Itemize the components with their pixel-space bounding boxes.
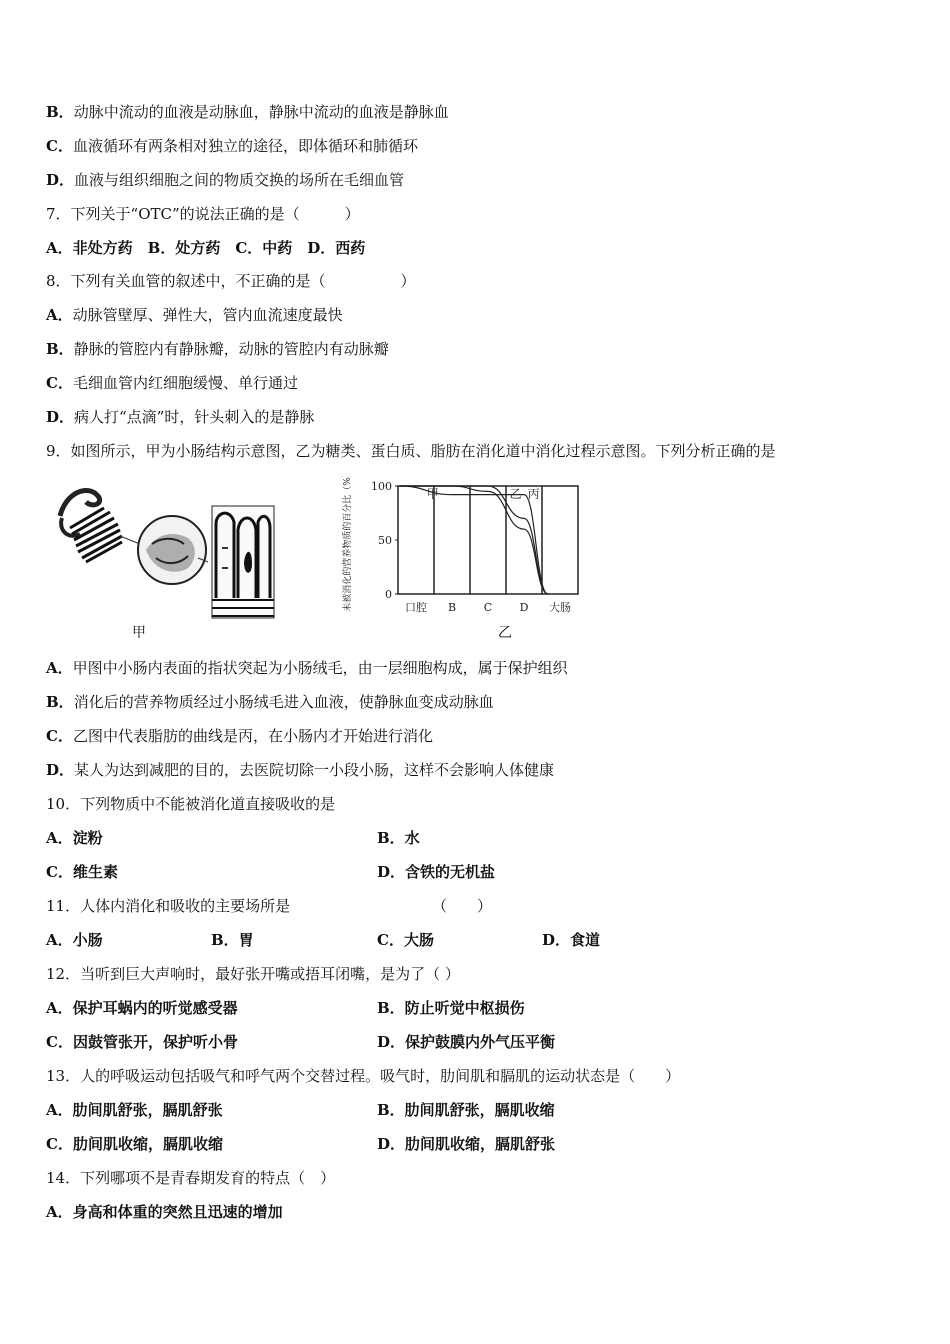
q10-option-a: A．淀粉	[46, 829, 103, 847]
q9-option-d: D．某人为达到减肥的目的，去医院切除一小段小肠，这样不会影响人体健康	[46, 761, 555, 779]
q14-option-a: A．身高和体重的突然且迅速的增加	[46, 1203, 283, 1221]
q12-option-c: C．因鼓管张开，保护听小骨	[46, 1033, 238, 1051]
series-line-3	[400, 486, 548, 594]
q14-stem: 14．下列哪项不是青春期发育的特点（ ）	[46, 1169, 336, 1187]
q8-stem: 8．下列有关血管的叙述中，不正确的是（ ）	[46, 272, 416, 290]
q9-option-a: A．甲图中小肠内表面的指状突起为小肠绒毛，由一层细胞构成，属于保护组织	[46, 659, 568, 677]
q13-option-c: C．肋间肌收缩，膈肌收缩	[46, 1135, 223, 1153]
q7-options: A．非处方药 B．处方药 C．中药 D．西药	[46, 239, 366, 257]
y-tick-label: 0	[385, 588, 392, 601]
q11-paren: （ ）	[432, 897, 493, 915]
figure-jia	[48, 478, 288, 646]
q6-option-b: B．动脉中流动的血液是动脉血，静脉中流动的血液是静脉血	[46, 103, 449, 121]
q12-stem: 12．当听到巨大声响时，最好张开嘴或捂耳闭嘴，是为了（ ）	[46, 965, 460, 983]
q11-option-a: A．小肠	[46, 931, 103, 949]
figure-yi	[330, 476, 600, 646]
chart-frame	[398, 486, 578, 594]
q9-option-b: B．消化后的营养物质经过小肠绒毛进入血液，使静脉血变成动脉血	[46, 693, 494, 711]
q7-stem: 7．下列关于“OTC”的说法正确的是（ ）	[46, 205, 360, 223]
q12-option-b: B．防止听觉中枢损伤	[377, 999, 525, 1017]
q11-option-c: C．大肠	[377, 931, 434, 949]
x-category-label: C	[483, 601, 493, 614]
q11-option-d: D．食道	[542, 931, 601, 949]
q8-option-c: C．毛细血管内红细胞缓慢、单行通过	[46, 374, 298, 392]
q12-option-d: D．保护鼓膜内外气压平衡	[377, 1033, 556, 1051]
q10-stem: 10．下列物质中不能被消化道直接吸收的是	[46, 795, 336, 813]
q6-option-d: D．血液与组织细胞之间的物质交换的场所在毛细血管	[46, 171, 405, 189]
y-tick-label: 100	[371, 480, 392, 493]
q11-stem: 11．人体内消化和吸收的主要场所是	[46, 897, 291, 915]
small-intestine-illustration	[48, 478, 288, 624]
y-tick-label: 50	[378, 534, 392, 547]
q8-option-d: D．病人打“点滴”时，针头刺入的是静脉	[46, 408, 315, 426]
q9-option-c: C．乙图中代表脂肪的曲线是丙，在小肠内才开始进行消化	[46, 727, 433, 745]
q13-option-a: A．肋间肌舒张，膈肌舒张	[46, 1101, 223, 1119]
q13-stem: 13．人的呼吸运动包括吸气和呼气两个交替过程。吸气时，肋间肌和膈肌的运动状态是（ ）	[46, 1067, 681, 1085]
series-label: 丙	[527, 487, 540, 501]
q6-option-c: C．血液循环有两条相对独立的途径，即体循环和肺循环	[46, 137, 418, 155]
q8-option-a: A．动脉管壁厚、弹性大，管内血流速度最快	[46, 306, 343, 324]
x-category-label: 大肠	[549, 601, 571, 614]
x-category-label: 口腔	[405, 601, 427, 614]
x-category-label: D	[519, 601, 529, 614]
series-label: 甲	[426, 487, 439, 501]
q11-option-b: B．胃	[211, 931, 254, 949]
q10-option-c: C．维生素	[46, 863, 118, 881]
q8-option-b: B．静脉的管腔内有静脉瓣，动脉的管腔内有动脉瓣	[46, 340, 389, 358]
x-category-label: B	[447, 601, 457, 614]
series-line-1	[400, 486, 548, 594]
q10-option-b: B．水	[377, 829, 420, 847]
y-axis-label: 未被消化的营养物质的百分比（%）	[343, 476, 353, 612]
q12-option-a: A．保护耳蜗内的听觉感受器	[46, 999, 238, 1017]
q9-stem: 9．如图所示，甲为小肠结构示意图，乙为糖类、蛋白质、脂肪在消化道中消化过程示意图。下列分析正确的是	[46, 442, 776, 460]
series-label: 乙	[509, 487, 522, 501]
digestion-chart	[330, 476, 600, 618]
q13-option-b: B．肋间肌舒张，膈肌收缩	[377, 1101, 555, 1119]
q10-option-d: D．含铁的无机盐	[377, 863, 496, 881]
q13-option-d: D．肋间肌收缩，膈肌舒张	[377, 1135, 556, 1153]
figure-yi-caption: 乙	[498, 625, 512, 641]
series-line-2	[400, 486, 548, 594]
figure-jia-caption: 甲	[132, 625, 146, 641]
